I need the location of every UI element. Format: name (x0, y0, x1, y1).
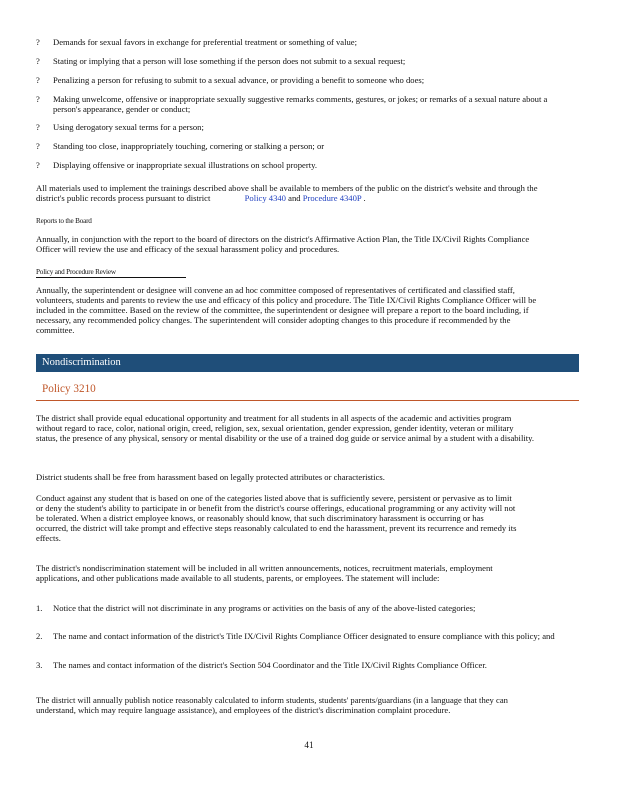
bullet-marker: ? (36, 56, 40, 66)
policy-title: Policy 3210 (42, 383, 96, 395)
bullet-text: Displaying offensive or inappropriate sexual illustrations on school property. (53, 160, 317, 170)
section-band-title: Nondiscrimination (42, 357, 121, 368)
bullet-text: Using derogatory sexual terms for a person; (53, 122, 204, 132)
bullet-text: Stating or implying that a person will lose something if the person does not submit to a sexual request; (53, 56, 406, 66)
bullet-marker: ? (36, 160, 40, 170)
reports-heading: Reports to the Board (36, 217, 92, 225)
policy-4340-link[interactable]: Policy 4340 (244, 193, 286, 203)
reports-paragraph: Annually, in conjunction with the report to the board of directors on the district's Affirmative Action Plan, the Title IX/Civil Rights Compliance Officer will review the use and efficacy of the sexual harassment policy and procedures. (36, 234, 530, 254)
bullet-marker: ? (36, 141, 40, 151)
bullet-text: Standing too close, inappropriately touching, cornering or stalking a person; or (53, 141, 325, 151)
bullet-marker: ? (36, 37, 40, 47)
page-number: 41 (304, 740, 314, 750)
procedure-4340p-link[interactable]: Procedure 4340P (302, 193, 362, 203)
bullet-text: Making unwelcome, offensive or inappropriate sexually suggestive remarks comments, gestures, or jokes; or remarks of a sexual nature about a person's appearance, gender or conduct; (53, 94, 548, 114)
materials-and: and (288, 193, 301, 203)
numbered-text: The name and contact information of the district's Title IX/Civil Rights Compliance Officer designated to ensure compliance with this policy; and (53, 631, 555, 641)
nd-paragraph: Conduct against any student that is based on one of the categories listed above that is sufficiently severe, persistent or pervasive as to limit or deny the student's ability to participate in or benefit from the district's course offerings, educational programming or any activity will not be tolerated. When a district employee knows, or reasonably should know, that such discriminatory harassment is occurring or has occurred, the district will take prompt and effective steps reasonably calculated to end the harassment, prevent its recurrence and remedy its effects. (36, 493, 517, 543)
section-band (36, 354, 579, 372)
number-marker: 3. (36, 660, 43, 670)
numbered-text: The names and contact information of the district's Section 504 Coordinator and the Title IX/Civil Rights Compliance Officer. (53, 660, 487, 670)
numbered-text: Notice that the district will not discriminate in any programs or activities on the basis of any of the above-listed categories; (53, 603, 476, 613)
policy-divider (36, 400, 579, 401)
bullet-marker: ? (36, 94, 40, 104)
nd-paragraph: District students shall be free from harassment based on legally protected attributes or characteristics. (36, 472, 385, 482)
bullet-marker: ? (36, 122, 40, 132)
final-paragraph: The district will annually publish notice reasonably calculated to inform students, students' parents/guardians (in a language that they can understand, which may require language assistance), and employees of the district's discrimination complaint procedure. (36, 695, 508, 715)
number-marker: 2. (36, 631, 43, 641)
review-paragraph: Annually, the superintendent or designee will convene an ad hoc committee composed of representatives of certificated and classified staff, volunteers, students and parents to review the use and efficacy of this policy and procedure. The Title IX/Civil Rights Compliance Officer will be included in the committee. Based on the review of the committee, the superintendent or designee will prepare a report to the board including, if necessary, any recommended policy changes. The superintendent will consider adopting changes to this procedure if recommended by the committee. (36, 285, 537, 335)
review-heading: Policy and Procedure Review (36, 268, 186, 278)
number-marker: 1. (36, 603, 43, 613)
nd-paragraph: The district's nondiscrimination statement will be included in all written announcements, notices, recruitment materials, employment applications, and other publications made available to all students, parents, or employees. The statement will include: (36, 563, 493, 583)
materials-paragraph (36, 183, 548, 203)
bullet-text: Demands for sexual favors in exchange for preferential treatment or something of value; (53, 37, 358, 47)
bullet-marker: ? (36, 75, 40, 85)
materials-end: . (363, 193, 366, 203)
nd-paragraph: The district shall provide equal educational opportunity and treatment for all students in all aspects of the academic and activities program without regard to race, color, national origin, creed, religion, sex, sexual orientation, gender expression, gender identity, veteran or military status, the presence of any physical, sensory or mental disability or the use of a trained dog guide or service animal by a student with a disability. (36, 413, 534, 443)
bullet-text: Penalizing a person for refusing to submit to a sexual advance, or providing a benefit to someone who does; (53, 75, 425, 85)
materials-text: All materials used to implement the trainings described above shall be available to members of the public on the district's website and through the district's public records process pursuant to district (36, 183, 538, 203)
